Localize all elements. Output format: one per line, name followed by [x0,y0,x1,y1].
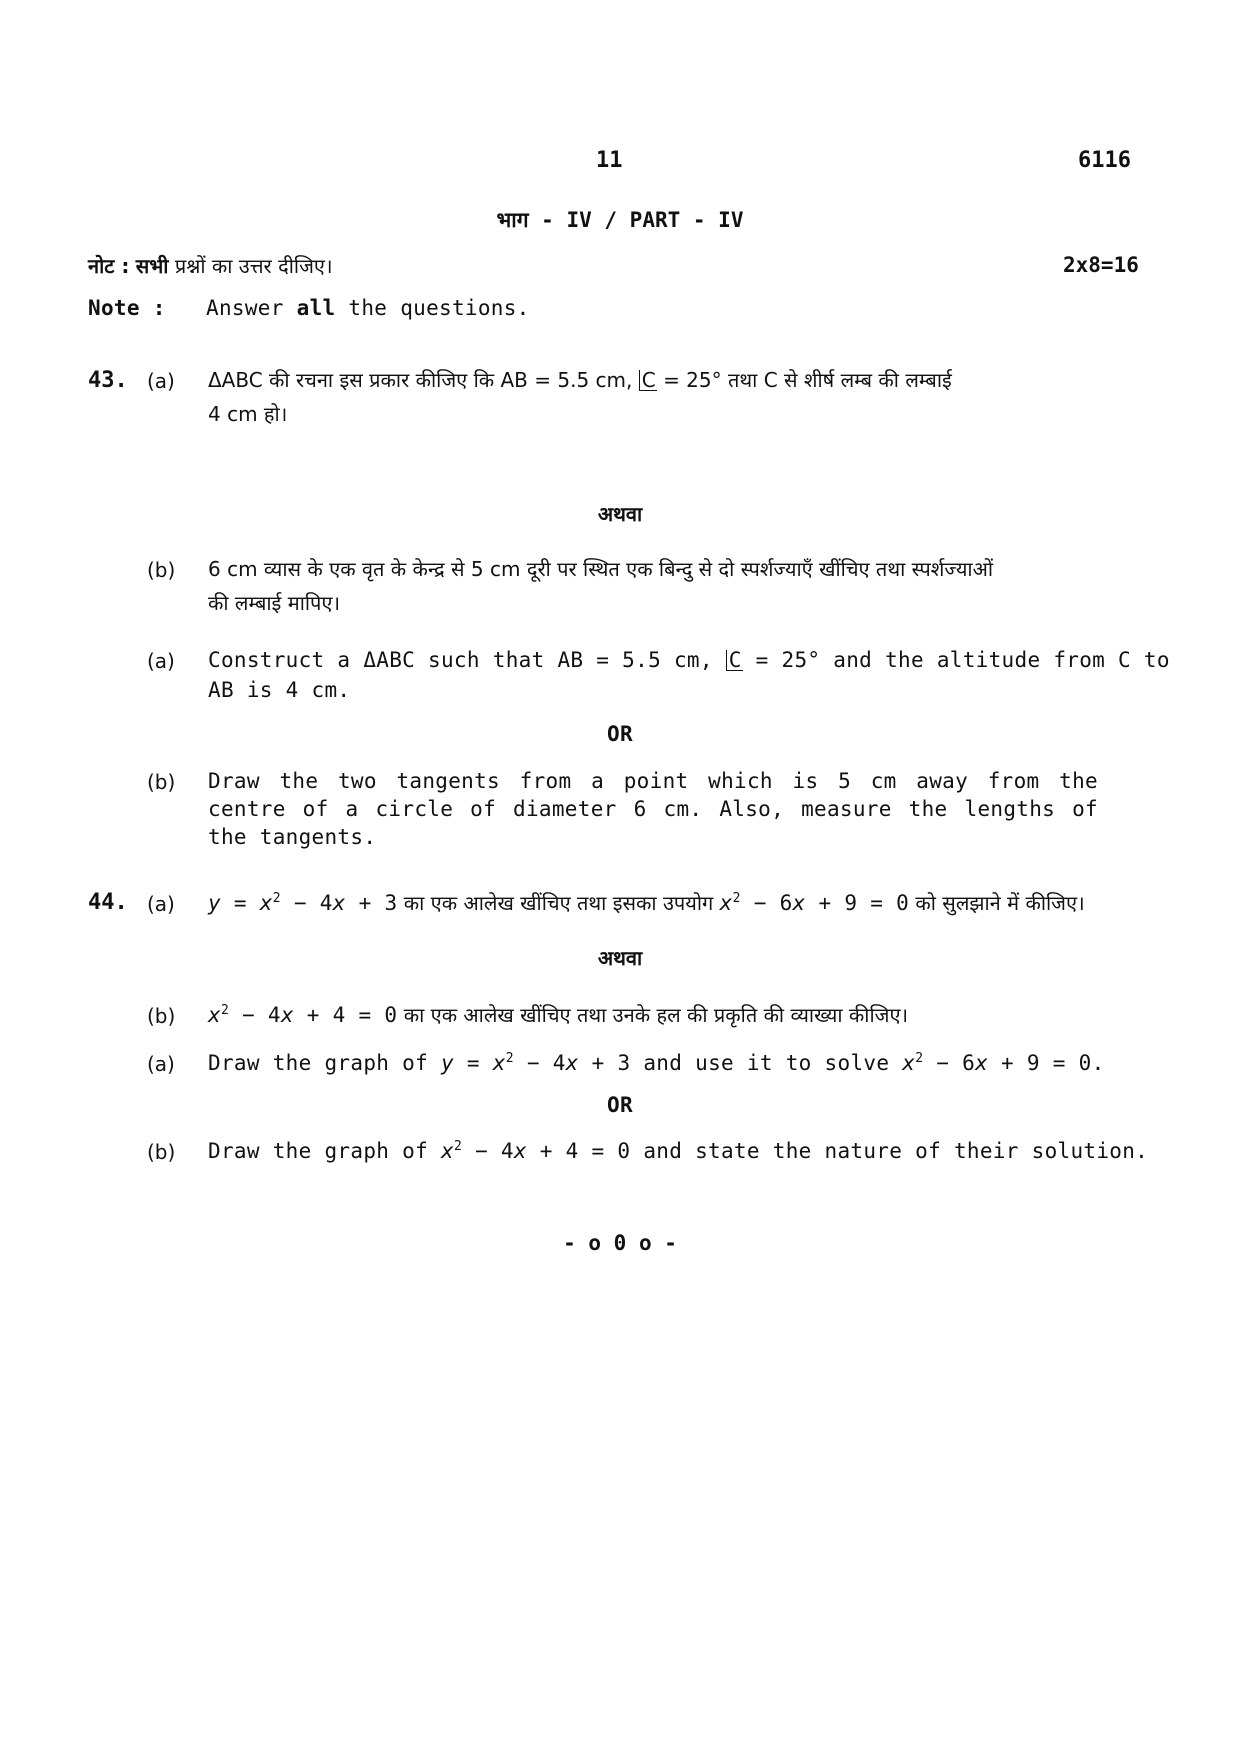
q43-hi-a-text2: = 25° तथा C से शीर्ष लम्ब की लम्बाई [663,368,952,392]
q44-hi-b-text [208,1001,1098,1029]
q44-en-a-text1: Draw the graph of [208,1051,429,1075]
q44-number: 44. [88,890,128,915]
q44-en-b-text1: Draw the graph of [208,1139,429,1163]
q43-en-b-text: Draw the two tangents from a point which is 5 cm away from the centre of a circle of diameter 6 cm. Also, measure the lengths of the tangents. [208,769,1098,849]
note-hindi [88,252,333,279]
angle-symbol [726,650,743,671]
note-hindi-bold: सभी [135,254,169,278]
equation: $y = x^2 - 4x + 3$ [208,891,398,915]
marks: 2x8=16 [1063,253,1139,277]
q43-hi-b-line2: की लम्बाई मापिए। [208,591,341,615]
q44-en-a-label: (a) [147,1052,175,1076]
paper-code: 6116 [1078,148,1131,173]
q43-number: 43. [88,368,128,393]
q44-en-b-text2: and state the nature of their solution. [643,1139,1149,1163]
q44-hi-a-mid: का एक आलेख खींचिए तथा इसका उपयोग [403,891,714,915]
q43-hi-a-line1 [208,366,1098,394]
q44-en-a-text [208,1049,1105,1077]
q43-en-a-label: (a) [147,649,175,673]
q44-hi-b-end: का एक आलेख खींचिए तथा उनके हल की प्रकृति की व्याख्या कीजिए। [403,1003,909,1027]
q43-hi-b-line1: 6 cm व्यास के एक वृत के केन्द्र से 5 cm दूरी पर स्थित एक बिन्दु से दो स्पर्शज्याएँ खींचिए तथा स्पर्शज्याओं [208,557,994,581]
q44-en-a-text2: and use it to solve [643,1051,890,1075]
note-english-label: Note : [88,296,166,320]
end-mark: - o 0 o - [563,1231,677,1255]
q43-en-a-line2: AB is 4 cm. [208,678,351,702]
q43-hi-a-line2: 4 cm हो। [208,402,288,426]
q43-en-a-angle: C [728,648,742,672]
page-number: 11 [596,148,623,173]
note-english-bold: all [296,296,336,320]
note-english-post: the questions. [348,296,530,320]
note-english-pre: Answer [206,296,284,320]
q43-en-a-text2: = 25° and the altitude from C to [755,648,1170,672]
q43-hi-a-angle: C [641,368,656,392]
equation: $x^2 - 6x + 9 = 0$ [719,891,910,915]
note-hindi-text: प्रश्नों का उत्तर दीजिए। [174,254,333,278]
q43-hi-a-text1: ΔABC की रचना इस प्रकार कीजिए कि AB = 5.5 cm, [208,368,633,392]
q43-hi-a-label: (a) [147,369,175,393]
q44-en-b-text [208,1137,1149,1165]
equation: $x^2 - 4x + 4 = 0$ [208,1003,398,1027]
part-title: भाग - IV / PART - IV [496,208,744,232]
q44-hi-a-text [208,889,1098,917]
q44-hi-b-label: (b) [147,1004,176,1028]
q43-en-a-text1: Construct a ΔABC such that AB = 5.5 cm, [208,648,713,672]
q44-en-b-label: (b) [147,1140,176,1164]
equation: $x^2 - 4x + 4 = 0$ [441,1139,631,1163]
q44-hi-a-label: (a) [147,892,175,916]
note-english [206,296,530,320]
q44-hi-a-end: को सुलझाने में कीजिए। [915,891,1085,915]
q43-hi-b-label: (b) [147,558,176,582]
q44-or-hindi: अथवा [597,946,643,970]
note-hindi-label: नोट : [88,254,130,278]
equation: $y = x^2 - 4x + 3$ [441,1051,631,1075]
q44-or-english: OR [607,1093,633,1117]
q43-en-a-line1 [208,646,1170,674]
equation: $x^2 - 6x + 9 = 0$. [902,1051,1105,1075]
q43-or-english: OR [607,722,633,746]
q43-or-hindi: अथवा [597,502,643,526]
q43-en-b-label: (b) [147,770,176,794]
angle-symbol [639,370,657,391]
